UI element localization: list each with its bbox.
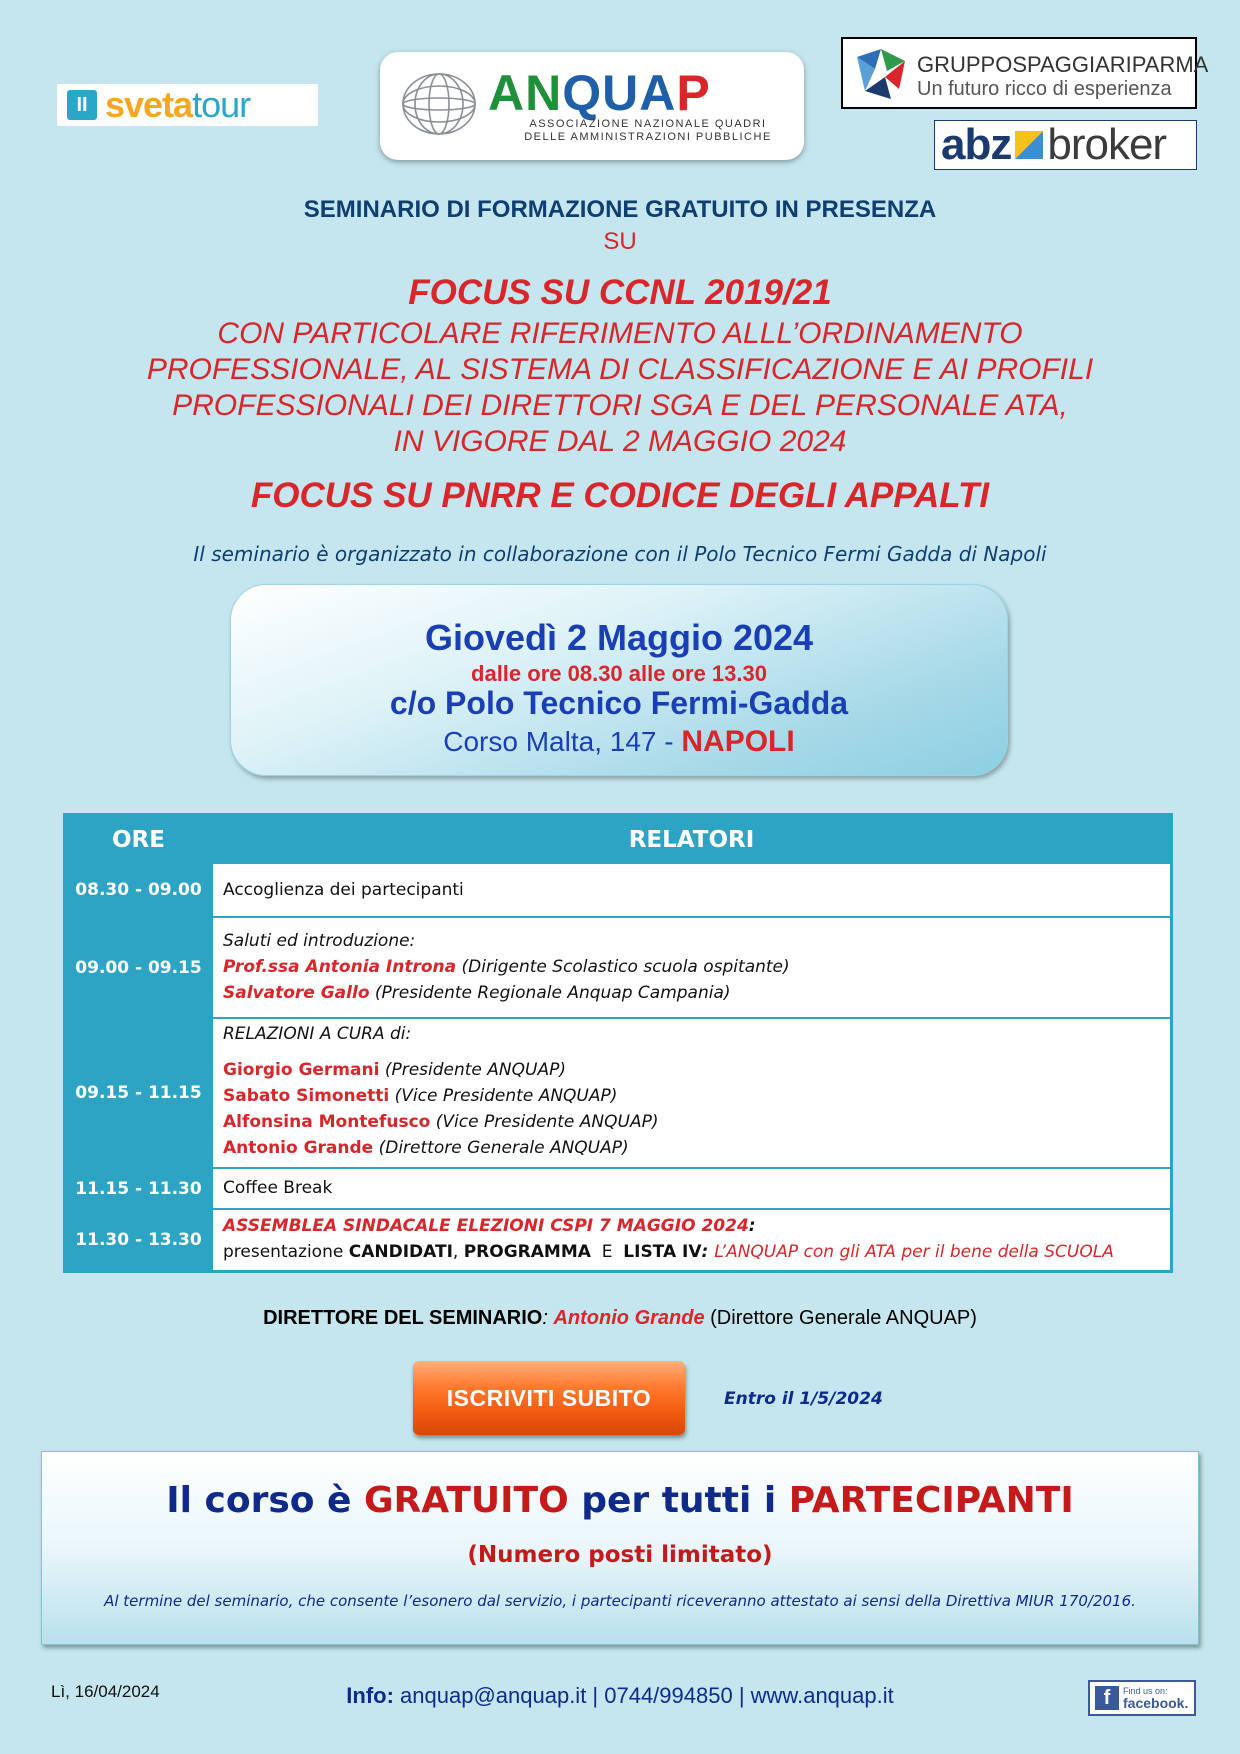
facebook-icon: f <box>1095 1686 1119 1710</box>
table-row <box>66 1210 1170 1270</box>
speaker-line <box>223 1057 1170 1083</box>
anquap-subtitle <box>508 118 788 144</box>
focus-subtitle <box>0 316 1240 460</box>
speaker-name: Alfonsina Montefusco <box>223 1112 431 1132</box>
svetatour-logo <box>57 84 318 126</box>
director-role: (Direttore Generale ANQUAP) <box>704 1307 977 1329</box>
free-part: per tutti i <box>568 1480 789 1521</box>
limited-seats: (Numero posti limitato) <box>467 1542 773 1568</box>
speaker-name: Salvatore Gallo <box>223 983 370 1003</box>
subscribe-button[interactable]: ISCRIVITI SUBITO <box>413 1361 685 1435</box>
facebook-big-text: facebook. <box>1123 1695 1189 1711</box>
row-content: Accoglienza dei partecipanti <box>213 864 1170 916</box>
free-part: PARTECIPANTI <box>788 1480 1074 1521</box>
candidates-label: CANDIDATI <box>348 1242 453 1262</box>
seminar-director <box>0 1307 1240 1330</box>
free-part: GRATUITO <box>364 1480 569 1521</box>
su-label: SU <box>603 228 637 255</box>
event-date: Giovedì 2 Maggio 2024 <box>424 617 814 658</box>
column-header-ore: ORE <box>112 827 165 853</box>
abz-logo-word-1: abz <box>941 120 1012 169</box>
anquap-subtitle-line-1: ASSOCIAZIONE NAZIONALE QUADRI <box>529 118 767 130</box>
facebook-badge[interactable] <box>1088 1680 1196 1716</box>
speaker-line <box>223 1109 1170 1135</box>
abz-logo-word-2: broker <box>1047 120 1167 169</box>
focus-subtitle-line: CON PARTICOLARE RIFERIMENTO ALLL’ORDINAMENTO <box>217 317 1023 350</box>
event-hours: dalle ore 08.30 alle ore 13.30 <box>471 661 767 686</box>
speaker-role: (Presidente ANQUAP) <box>379 1060 566 1080</box>
speaker-line <box>223 980 1170 1006</box>
info-text[interactable]: anquap@anquap.it | 0744/994850 | www.anquap.it <box>393 1683 894 1708</box>
row-content <box>213 1210 1170 1270</box>
intro-label: Saluti ed introduzione: <box>223 931 416 951</box>
spaggiari-tagline: Un futuro ricco di esperienza <box>917 78 1172 100</box>
row-time: 08.30 - 09.00 <box>75 880 202 900</box>
table-row <box>66 918 1170 1017</box>
row-time: 11.15 - 11.30 <box>75 1178 202 1199</box>
issue-date: Lì, 16/04/2024 <box>51 1682 160 1701</box>
abz-broker-logo <box>934 120 1197 170</box>
program-table <box>63 813 1173 1273</box>
event-city: NAPOLI <box>681 725 795 758</box>
svetatour-logo-word-2: tour <box>192 84 251 125</box>
speaker-role: (Direttore Generale ANQUAP) <box>373 1138 629 1158</box>
speaker-role: (Dirigente Scolastico scuola ospitante) <box>456 957 790 977</box>
facebook-text <box>1123 1686 1188 1710</box>
spaggiari-logo <box>841 37 1209 109</box>
free-course-title <box>42 1480 1198 1521</box>
director-sep: : <box>542 1307 554 1329</box>
assembly-line <box>223 1213 1170 1239</box>
svetatour-logo-word-1: sveta <box>105 84 193 125</box>
spaggiari-mark-icon <box>851 47 909 101</box>
speaker-line <box>223 954 1170 980</box>
list-label: LISTA IV <box>623 1242 702 1262</box>
and-sep: E <box>590 1242 624 1262</box>
svetatour-mark-icon: II <box>67 90 97 120</box>
list-colon: : <box>701 1242 715 1262</box>
speaker-role: (Vice Presidente ANQUAP) <box>389 1086 618 1106</box>
focus-pnrr-title: FOCUS SU PNRR E CODICE DEGLI APPALTI <box>250 476 990 515</box>
focus-subtitle-line: PROFESSIONALE, AL SISTEMA DI CLASSIFICAZIONE E AI PROFILI <box>146 353 1094 386</box>
seminar-heading: SEMINARIO DI FORMAZIONE GRATUITO IN PRESENZA <box>303 196 937 223</box>
row-content: Coffee Break <box>213 1169 1170 1208</box>
table-row <box>66 1019 1170 1167</box>
anquap-subtitle-line-2: DELLE AMMINISTRAZIONI PUBBLICHE <box>524 131 772 143</box>
speaker-role: (Vice Presidente ANQUAP) <box>430 1112 659 1132</box>
certificate-note: Al termine del seminario, che consente l’esonero dal servizio, i partecipanti riceveranno attestato ai sensi della Direttiva MIUR 170/2016. <box>104 1592 1136 1610</box>
director-name: Antonio Grande <box>553 1307 705 1329</box>
speaker-name: Prof.ssa Antonia Introna <box>223 957 457 977</box>
speaker-name: Sabato Simonetti <box>223 1086 390 1106</box>
anquap-logo <box>380 52 804 160</box>
presentation-line <box>223 1239 1170 1265</box>
director-label: DIRETTORE DEL SEMINARIO <box>263 1307 543 1329</box>
event-venue: c/o Polo Tecnico Fermi-Gadda <box>389 685 849 721</box>
spaggiari-title: GRUPPOSPAGGIARIPARMA <box>917 52 1209 77</box>
intro-label: RELAZIONI A CURA di: <box>223 1024 412 1044</box>
info-label: Info: <box>346 1683 394 1708</box>
list-slogan: L’ANQUAP con gli ATA per il bene della SCUOLA <box>714 1242 1114 1262</box>
anquap-globe-icon <box>398 68 480 140</box>
speaker-name: Antonio Grande <box>223 1138 374 1158</box>
focus-ccnl-title: FOCUS SU CCNL 2019/21 <box>408 273 832 312</box>
row-time: 09.00 - 09.15 <box>75 957 202 978</box>
facebook-small-text: Find us on: <box>1123 1686 1168 1696</box>
column-header-relatori: RELATORI <box>628 827 755 853</box>
anquap-name <box>488 64 711 122</box>
speaker-role: (Presidente Regionale Anquap Campania) <box>369 983 731 1003</box>
row-content <box>213 1019 1170 1167</box>
subscribe-deadline: Entro il 1/5/2024 <box>724 1389 883 1409</box>
event-address: Corso Malta, 147 - <box>443 726 682 757</box>
table-row <box>66 864 1170 916</box>
row-time: 09.15 - 11.15 <box>75 1083 202 1103</box>
event-date-box <box>230 584 1008 776</box>
assembly-colon: : <box>748 1216 756 1236</box>
comma-sep: , <box>452 1242 464 1262</box>
programme-label: PROGRAMMA <box>463 1242 591 1262</box>
free-course-box <box>41 1451 1199 1645</box>
anquap-name-part-1: AN <box>488 65 563 121</box>
row-content <box>213 918 1170 1017</box>
focus-subtitle-line: IN VIGORE DAL 2 MAGGIO 2024 <box>393 425 847 458</box>
speaker-line <box>223 1135 1170 1161</box>
row-time: 11.30 - 13.30 <box>75 1230 202 1250</box>
speaker-line <box>223 1083 1170 1109</box>
anquap-name-part-3: P <box>676 65 711 121</box>
focus-subtitle-line: PROFESSIONALI DEI DIRETTORI SGA E DEL PERSONALE ATA, <box>172 389 1068 422</box>
contact-info <box>0 1683 1240 1709</box>
anquap-name-part-2: QUA <box>562 65 677 121</box>
event-address-line <box>231 725 1007 759</box>
free-part: Il corso è <box>166 1480 364 1521</box>
abz-square-icon <box>1015 131 1043 159</box>
speaker-name: Giorgio Germani <box>223 1060 380 1080</box>
table-row <box>66 1169 1170 1208</box>
collaboration-note: Il seminario è organizzato in collaborazione con il Polo Tecnico Fermi Gadda di Napoli <box>193 542 1047 566</box>
presentation-label: presentazione <box>223 1242 349 1262</box>
assembly-title: ASSEMBLEA SINDACALE ELEZIONI CSPI 7 MAGGIO 2024 <box>223 1216 749 1236</box>
